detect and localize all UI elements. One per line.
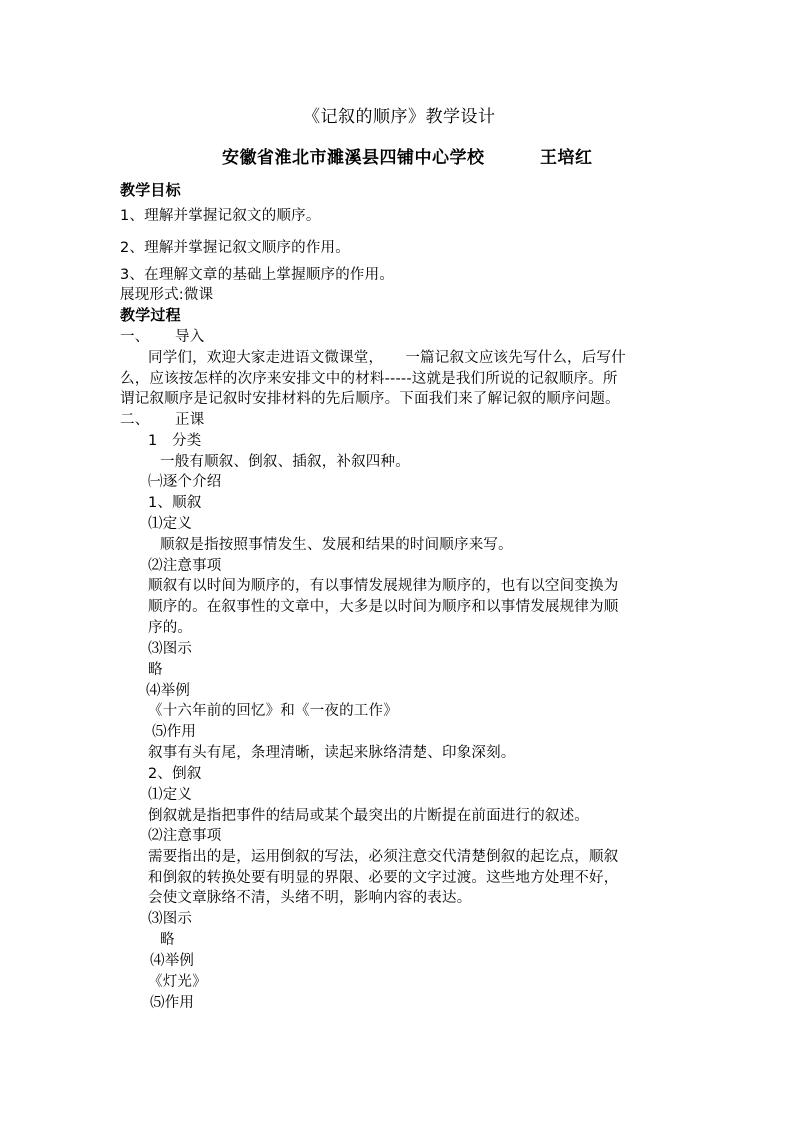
shunxu-effect-label: ⑸作用 bbox=[152, 724, 197, 740]
daoxu-notes-line-3: 会使文章脉络不清，头绪不明，影响内容的表达。 bbox=[148, 890, 472, 906]
intro-line-2: 么，应该按怎样的次序来安排文中的材料-----这就是我们所说的记叙顺序。所 bbox=[120, 371, 618, 387]
daoxu-title: 2、倒叙 bbox=[148, 766, 202, 782]
presentation-form: 展现形式:微课 bbox=[120, 287, 214, 303]
goal-item-3: 3、在理解文章的基础上掌握顺序的作用。 bbox=[120, 267, 395, 283]
intro-line-1: 同学们，欢迎大家走进语文微课堂， 一篇记叙文应该先写什么，后写什 bbox=[148, 350, 626, 366]
shunxu-notes-line-2: 顺序的。在叙事性的文章中，大多是以时间为顺序和以事情发展规律为顺 bbox=[148, 599, 619, 615]
classification-text: 一般有顺叙、倒叙、插叙，补叙四种。 bbox=[160, 454, 410, 470]
section-1-title: 导入 bbox=[175, 329, 205, 345]
daoxu-diagram-text: 略 bbox=[160, 932, 175, 948]
daoxu-example-text: 《灯光》 bbox=[148, 974, 207, 990]
daoxu-definition-text: 倒叙就是指把事件的结局或某个最突出的片断提在前面进行的叙述。 bbox=[148, 808, 589, 824]
shunxu-notes-line-3: 序的。 bbox=[148, 620, 193, 636]
shunxu-title: 1、顺叙 bbox=[148, 495, 202, 511]
section-2-number: 二、 bbox=[120, 412, 150, 428]
shunxu-definition-text: 顺叙是指按照事情发生、发展和结果的时间顺序来写。 bbox=[160, 537, 513, 553]
page-title: 《记叙的顺序》教学设计 bbox=[303, 107, 496, 127]
process-heading: 教学过程 bbox=[120, 306, 181, 324]
intro-line-3: 谓记叙顺序是记叙时安排材料的先后顺序。下面我们来了解记叙的顺序问题。 bbox=[120, 391, 620, 407]
classification-number: 1 bbox=[148, 433, 158, 449]
classification-title: 分类 bbox=[172, 433, 202, 449]
shunxu-example-label: ⑷举例 bbox=[146, 683, 191, 699]
author-name: 王培红 bbox=[540, 148, 593, 168]
daoxu-diagram-label: ⑶图示 bbox=[148, 911, 193, 927]
shunxu-effect-text: 叙事有头有尾，条理清晰，读起来脉络清楚、印象深刻。 bbox=[148, 745, 516, 761]
daoxu-notes-label: ⑵注意事项 bbox=[148, 828, 222, 844]
goal-item-2: 2、理解并掌握记叙文顺序的作用。 bbox=[120, 240, 350, 256]
shunxu-diagram-label: ⑶图示 bbox=[148, 641, 193, 657]
intro-each-label: ㈠逐个介绍 bbox=[148, 474, 222, 490]
daoxu-effect-label: ⑸作用 bbox=[150, 995, 195, 1011]
goals-heading: 教学目标 bbox=[120, 181, 181, 199]
section-2-title: 正课 bbox=[175, 412, 205, 428]
daoxu-notes-line-2: 和倒叙的转换处要有明显的界限、必要的文字过渡。这些地方处理不好， bbox=[148, 870, 619, 886]
shunxu-notes-line-1: 顺叙有以时间为顺序的，有以事情发展规律为顺序的，也有以空间变换为 bbox=[148, 578, 619, 594]
shunxu-notes-label: ⑵注意事项 bbox=[148, 558, 222, 574]
shunxu-example-text: 《十六年前的回忆》和《一夜的工作》 bbox=[148, 703, 398, 719]
author-school: 安徽省淮北市濉溪县四铺中心学校 bbox=[222, 148, 485, 168]
goal-item-1: 1、理解并掌握记叙文的顺序。 bbox=[120, 208, 321, 224]
shunxu-definition-label: ⑴定义 bbox=[148, 516, 193, 532]
section-1-number: 一、 bbox=[120, 329, 150, 345]
daoxu-example-label: ⑷举例 bbox=[150, 953, 195, 969]
daoxu-notes-line-1: 需要指出的是，运用倒叙的写法，必须注意交代清楚倒叙的起讫点，顺叙 bbox=[148, 849, 619, 865]
daoxu-definition-label: ⑴定义 bbox=[148, 787, 193, 803]
shunxu-diagram-text: 略 bbox=[148, 662, 163, 678]
